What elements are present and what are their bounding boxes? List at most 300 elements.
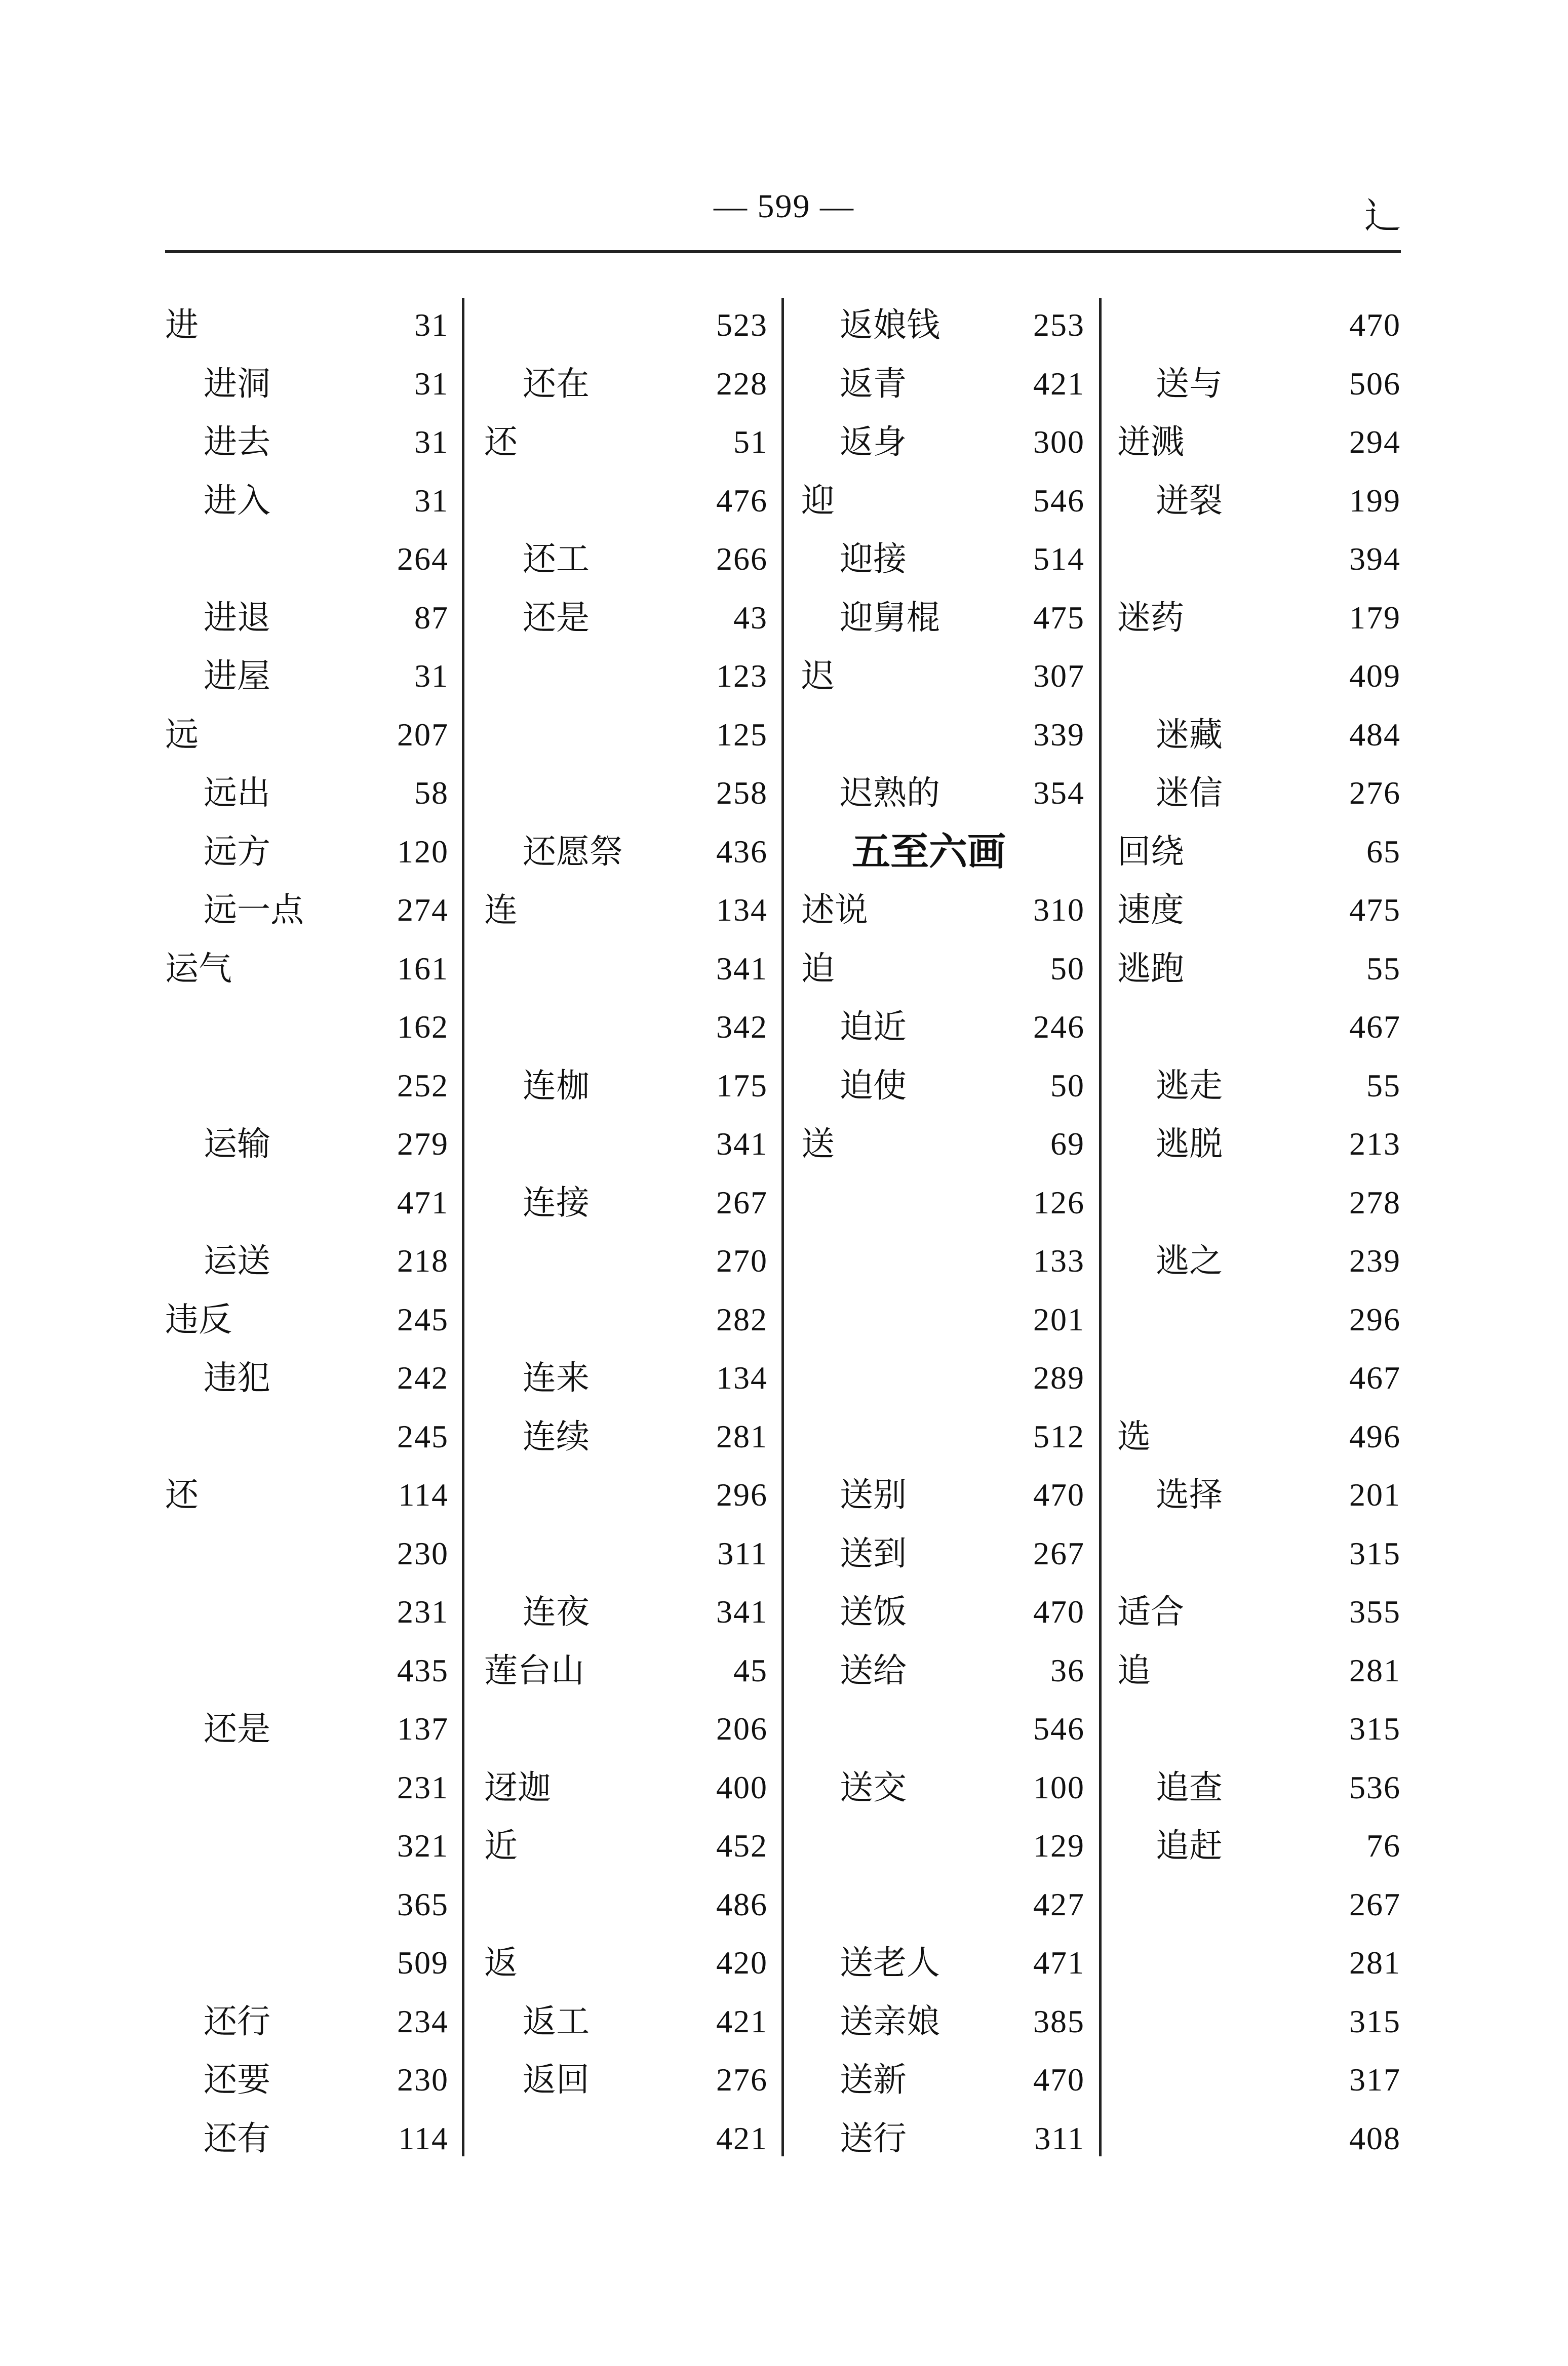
index-entry xyxy=(165,2053,449,2111)
entry-term: 返青 xyxy=(840,364,907,403)
entry-page-number: 276 xyxy=(716,2062,768,2098)
index-entry xyxy=(484,1585,768,1643)
entry-term: 迓迦 xyxy=(484,1767,551,1807)
entry-page-number: 484 xyxy=(1349,716,1401,753)
entry-page-number: 246 xyxy=(1033,1009,1085,1045)
section-heading xyxy=(801,824,1085,883)
entry-term: 近 xyxy=(484,1826,518,1865)
entry-page-number: 76 xyxy=(1366,1828,1401,1864)
entry-page-number: 230 xyxy=(397,1535,449,1571)
entry-term: 送与 xyxy=(1156,364,1223,403)
entry-page-number: 467 xyxy=(1349,1360,1401,1396)
index-entry xyxy=(165,1877,449,1936)
entry-page-number: 267 xyxy=(716,1184,768,1220)
index-entry xyxy=(165,1409,449,1468)
index-entry xyxy=(801,1585,1085,1643)
index-entry xyxy=(801,1819,1085,1877)
entry-term: 返 xyxy=(484,1943,518,1982)
entry-term: 迷信 xyxy=(1156,773,1223,812)
index-entry xyxy=(165,1994,449,2053)
entry-page-number: 354 xyxy=(1033,775,1085,811)
entry-term: 送新 xyxy=(840,2060,907,2099)
entry-page-number: 355 xyxy=(1349,1594,1401,1630)
entry-page-number: 394 xyxy=(1349,541,1401,577)
entry-term: 莲台山 xyxy=(484,1650,584,1690)
index-entry xyxy=(165,824,449,883)
index-entry xyxy=(1117,766,1401,824)
entry-term: 进去 xyxy=(204,422,270,461)
index-entry xyxy=(484,415,768,473)
entry-term: 还 xyxy=(165,1475,199,1514)
entry-page-number: 452 xyxy=(716,1828,768,1864)
entry-page-number: 274 xyxy=(397,892,449,928)
index-entry xyxy=(1117,1058,1401,1117)
index-entry xyxy=(165,298,449,356)
index-entry xyxy=(165,357,449,415)
index-entry xyxy=(801,1994,1085,2053)
entry-term: 送给 xyxy=(840,1650,907,1690)
entry-page-number: 43 xyxy=(733,599,768,636)
entry-page-number: 427 xyxy=(1033,1886,1085,1922)
entry-page-number: 278 xyxy=(1349,1184,1401,1220)
index-entry xyxy=(801,1760,1085,1819)
entry-term: 违反 xyxy=(165,1299,232,1339)
entry-term: 还要 xyxy=(204,2060,270,2099)
column-divider xyxy=(1099,298,1102,2156)
entry-page-number: 311 xyxy=(1034,2120,1085,2156)
entry-term: 选择 xyxy=(1156,1475,1223,1514)
entry-page-number: 506 xyxy=(1349,365,1401,402)
index-entry xyxy=(1117,1526,1401,1585)
entry-page-number: 339 xyxy=(1033,716,1085,753)
section-radical: 辶 xyxy=(1364,194,1401,237)
index-entry xyxy=(801,941,1085,1000)
index-entry xyxy=(1117,1351,1401,1409)
index-entry xyxy=(165,1760,449,1819)
index-entry xyxy=(1117,415,1401,473)
entry-term: 迸裂 xyxy=(1156,481,1223,520)
entry-page-number: 31 xyxy=(414,307,449,343)
entry-term: 远出 xyxy=(204,773,270,812)
entry-page-number: 400 xyxy=(716,1769,768,1805)
entry-page-number: 267 xyxy=(1349,1886,1401,1922)
entry-page-number: 45 xyxy=(733,1652,768,1688)
entry-term: 逃脱 xyxy=(1156,1124,1223,1163)
column-divider xyxy=(781,298,784,2156)
entry-term: 连 xyxy=(484,890,518,929)
entry-page-number: 289 xyxy=(1033,1360,1085,1396)
entry-page-number: 207 xyxy=(397,716,449,753)
index-entry xyxy=(801,357,1085,415)
entry-term: 迫近 xyxy=(840,1007,907,1046)
index-entry xyxy=(801,1234,1085,1292)
entry-page-number: 123 xyxy=(716,658,768,694)
index-entry xyxy=(1117,1760,1401,1819)
entry-term: 迎接 xyxy=(840,539,907,578)
entry-page-number: 100 xyxy=(1033,1769,1085,1805)
index-entry xyxy=(165,474,449,532)
index-entry xyxy=(165,1175,449,1234)
entry-page-number: 365 xyxy=(397,1886,449,1922)
entry-page-number: 201 xyxy=(1033,1301,1085,1337)
entry-term: 连续 xyxy=(523,1416,590,1456)
index-entry xyxy=(1117,298,1401,356)
entry-page-number: 421 xyxy=(716,2003,768,2039)
index-column-2 xyxy=(484,0,768,2366)
entry-term: 进屋 xyxy=(204,656,270,695)
entry-page-number: 134 xyxy=(716,1360,768,1396)
entry-page-number: 213 xyxy=(1349,1126,1401,1162)
index-entry xyxy=(1117,474,1401,532)
index-entry xyxy=(484,298,768,356)
entry-page-number: 475 xyxy=(1349,892,1401,928)
entry-page-number: 230 xyxy=(397,2062,449,2098)
entry-term: 追赶 xyxy=(1156,1826,1223,1865)
entry-page-number: 512 xyxy=(1033,1418,1085,1454)
entry-page-number: 467 xyxy=(1349,1009,1401,1045)
entry-term: 还在 xyxy=(523,364,590,403)
index-entry xyxy=(484,649,768,707)
entry-page-number: 228 xyxy=(716,365,768,402)
index-entry xyxy=(801,2111,1085,2170)
index-entry xyxy=(165,883,449,941)
index-entry xyxy=(165,1058,449,1117)
entry-term: 适合 xyxy=(1117,1592,1184,1631)
index-entry xyxy=(484,707,768,766)
entry-page-number: 321 xyxy=(397,1828,449,1864)
index-entry xyxy=(484,1760,768,1819)
index-entry xyxy=(1117,590,1401,649)
entry-page-number: 509 xyxy=(397,1945,449,1981)
index-entry xyxy=(801,474,1085,532)
entry-term: 违犯 xyxy=(204,1358,270,1397)
index-entry xyxy=(1117,649,1401,707)
entry-page-number: 125 xyxy=(716,716,768,753)
entry-page-number: 311 xyxy=(717,1535,768,1571)
entry-page-number: 310 xyxy=(1033,892,1085,928)
index-entry xyxy=(801,298,1085,356)
entry-term: 速度 xyxy=(1117,890,1184,929)
entry-term: 逃跑 xyxy=(1117,949,1184,988)
index-entry xyxy=(1117,1936,1401,1994)
entry-page-number: 546 xyxy=(1033,482,1085,519)
entry-page-number: 120 xyxy=(397,833,449,870)
entry-page-number: 161 xyxy=(397,950,449,987)
index-entry xyxy=(801,415,1085,473)
index-entry xyxy=(801,883,1085,941)
entry-term: 连枷 xyxy=(523,1066,590,1105)
entry-page-number: 114 xyxy=(398,1477,449,1513)
index-column-4 xyxy=(1117,0,1401,2366)
entry-term: 迫 xyxy=(801,949,835,988)
index-entry xyxy=(801,1000,1085,1058)
index-entry xyxy=(165,941,449,1000)
entry-term: 运气 xyxy=(165,949,232,988)
index-entry xyxy=(484,1702,768,1760)
index-entry xyxy=(165,2111,449,2170)
entry-page-number: 281 xyxy=(1349,1945,1401,1981)
entry-page-number: 421 xyxy=(716,2120,768,2156)
index-entry xyxy=(484,1819,768,1877)
entry-page-number: 69 xyxy=(1050,1126,1085,1162)
index-entry xyxy=(801,1175,1085,1234)
entry-term: 送行 xyxy=(840,2118,907,2158)
entry-term: 进入 xyxy=(204,481,270,520)
index-entry xyxy=(484,1409,768,1468)
entry-term: 还工 xyxy=(523,539,590,578)
entry-term: 远 xyxy=(165,715,199,754)
entry-page-number: 342 xyxy=(716,1009,768,1045)
entry-term: 迸溅 xyxy=(1117,422,1184,461)
index-entry xyxy=(1117,1292,1401,1351)
index-entry xyxy=(484,590,768,649)
entry-page-number: 253 xyxy=(1033,307,1085,343)
entry-term: 逃走 xyxy=(1156,1066,1223,1105)
entry-term: 追查 xyxy=(1156,1767,1223,1807)
entry-page-number: 245 xyxy=(397,1418,449,1454)
entry-term: 进洞 xyxy=(204,364,270,403)
entry-page-number: 341 xyxy=(716,1594,768,1630)
index-entry xyxy=(801,766,1085,824)
index-entry xyxy=(1117,1819,1401,1877)
index-entry xyxy=(1117,1468,1401,1526)
entry-page-number: 436 xyxy=(716,833,768,870)
entry-page-number: 258 xyxy=(716,775,768,811)
entry-page-number: 300 xyxy=(1033,424,1085,460)
entry-term: 远方 xyxy=(204,832,270,871)
entry-term: 迎 xyxy=(801,481,835,520)
index-entry xyxy=(165,766,449,824)
entry-term: 连接 xyxy=(523,1182,590,1222)
entry-term: 连夜 xyxy=(523,1592,590,1631)
entry-page-number: 231 xyxy=(397,1769,449,1805)
entry-page-number: 126 xyxy=(1033,1184,1085,1220)
entry-page-number: 409 xyxy=(1349,658,1401,694)
index-entry xyxy=(1117,1175,1401,1234)
entry-page-number: 133 xyxy=(1033,1243,1085,1279)
index-entry xyxy=(1117,1994,1401,2053)
entry-page-number: 58 xyxy=(414,775,449,811)
entry-page-number: 470 xyxy=(1033,2062,1085,2098)
entry-page-number: 31 xyxy=(414,424,449,460)
index-entry xyxy=(1117,2053,1401,2111)
entry-term: 返娘钱 xyxy=(840,305,940,344)
entry-page-number: 162 xyxy=(397,1009,449,1045)
entry-page-number: 175 xyxy=(716,1067,768,1103)
index-entry xyxy=(165,590,449,649)
entry-page-number: 179 xyxy=(1349,599,1401,636)
index-entry xyxy=(484,1000,768,1058)
entry-page-number: 296 xyxy=(716,1477,768,1513)
index-entry xyxy=(1117,824,1401,883)
entry-page-number: 87 xyxy=(414,599,449,636)
entry-term: 返身 xyxy=(840,422,907,461)
index-entry xyxy=(165,1585,449,1643)
entry-term: 迫使 xyxy=(840,1066,907,1105)
entry-page-number: 270 xyxy=(716,1243,768,1279)
entry-page-number: 435 xyxy=(397,1652,449,1688)
entry-page-number: 279 xyxy=(397,1126,449,1162)
index-entry xyxy=(165,1000,449,1058)
entry-page-number: 245 xyxy=(397,1301,449,1337)
index-entry xyxy=(484,1058,768,1117)
index-entry xyxy=(801,1643,1085,1702)
index-entry xyxy=(165,1819,449,1877)
index-entry xyxy=(484,941,768,1000)
entry-term: 运输 xyxy=(204,1124,270,1163)
index-entry xyxy=(1117,707,1401,766)
entry-term: 送交 xyxy=(840,1767,907,1807)
index-entry xyxy=(484,2111,768,2170)
entry-term: 送到 xyxy=(840,1533,907,1573)
index-entry xyxy=(1117,1643,1401,1702)
entry-page-number: 276 xyxy=(1349,775,1401,811)
index-entry xyxy=(484,1292,768,1351)
index-entry xyxy=(801,1468,1085,1526)
entry-term: 进退 xyxy=(204,598,270,637)
entry-page-number: 239 xyxy=(1349,1243,1401,1279)
index-entry xyxy=(484,1234,768,1292)
index-entry xyxy=(801,1526,1085,1585)
entry-page-number: 476 xyxy=(716,482,768,519)
index-entry xyxy=(165,1351,449,1409)
index-entry xyxy=(1117,357,1401,415)
entry-term: 送老人 xyxy=(840,1943,940,1982)
index-entry xyxy=(801,1702,1085,1760)
entry-term: 还是 xyxy=(204,1709,270,1748)
entry-page-number: 129 xyxy=(1033,1828,1085,1864)
entry-page-number: 408 xyxy=(1349,2120,1401,2156)
index-entry xyxy=(484,532,768,590)
index-entry xyxy=(484,824,768,883)
entry-page-number: 315 xyxy=(1349,1711,1401,1747)
entry-term: 迎舅棍 xyxy=(840,598,940,637)
entry-page-number: 36 xyxy=(1050,1652,1085,1688)
index-entry xyxy=(484,1877,768,1936)
entry-term: 送别 xyxy=(840,1475,907,1514)
entry-page-number: 31 xyxy=(414,482,449,519)
entry-page-number: 134 xyxy=(716,892,768,928)
entry-page-number: 281 xyxy=(716,1418,768,1454)
entry-page-number: 470 xyxy=(1349,307,1401,343)
entry-page-number: 385 xyxy=(1033,2003,1085,2039)
index-entry xyxy=(801,707,1085,766)
entry-page-number: 317 xyxy=(1349,2062,1401,2098)
index-entry xyxy=(1117,1117,1401,1175)
entry-page-number: 475 xyxy=(1033,599,1085,636)
entry-term: 还愿祭 xyxy=(523,832,623,871)
index-entry xyxy=(484,883,768,941)
index-entry xyxy=(801,1936,1085,1994)
index-entry xyxy=(165,707,449,766)
index-entry xyxy=(1117,1877,1401,1936)
entry-term: 五至六画 xyxy=(852,829,1006,874)
entry-page-number: 421 xyxy=(1033,365,1085,402)
index-entry xyxy=(484,1117,768,1175)
index-entry xyxy=(484,1994,768,2053)
index-entry xyxy=(165,1292,449,1351)
entry-page-number: 294 xyxy=(1349,424,1401,460)
entry-page-number: 201 xyxy=(1349,1477,1401,1513)
entry-term: 迟 xyxy=(801,656,835,695)
entry-term: 还是 xyxy=(523,598,590,637)
entry-page-number: 264 xyxy=(397,541,449,577)
entry-page-number: 252 xyxy=(397,1067,449,1103)
index-entry xyxy=(1117,1409,1401,1468)
entry-page-number: 267 xyxy=(1033,1535,1085,1571)
index-entry xyxy=(484,1526,768,1585)
column-divider xyxy=(462,298,464,2156)
entry-page-number: 315 xyxy=(1349,1535,1401,1571)
page-number: — 599 — xyxy=(714,188,854,225)
entry-page-number: 315 xyxy=(1349,2003,1401,2039)
entry-term: 述说 xyxy=(801,890,868,929)
index-entry xyxy=(1117,883,1401,941)
index-entry xyxy=(1117,532,1401,590)
entry-term: 逃之 xyxy=(1156,1241,1223,1280)
entry-term: 送 xyxy=(801,1124,835,1163)
entry-page-number: 51 xyxy=(733,424,768,460)
index-entry xyxy=(484,474,768,532)
entry-page-number: 65 xyxy=(1366,833,1401,870)
entry-page-number: 231 xyxy=(397,1594,449,1630)
entry-page-number: 114 xyxy=(398,2120,449,2156)
entry-page-number: 536 xyxy=(1349,1769,1401,1805)
index-entry xyxy=(165,1468,449,1526)
entry-page-number: 31 xyxy=(414,365,449,402)
entry-page-number: 546 xyxy=(1033,1711,1085,1747)
entry-page-number: 281 xyxy=(1349,1652,1401,1688)
index-entry xyxy=(801,1877,1085,1936)
entry-page-number: 282 xyxy=(716,1301,768,1337)
entry-page-number: 523 xyxy=(716,307,768,343)
entry-term: 追 xyxy=(1117,1650,1151,1690)
entry-page-number: 514 xyxy=(1033,541,1085,577)
entry-page-number: 199 xyxy=(1349,482,1401,519)
entry-page-number: 471 xyxy=(397,1184,449,1220)
index-entry xyxy=(165,1526,449,1585)
index-entry xyxy=(801,1409,1085,1468)
index-entry xyxy=(484,1936,768,1994)
index-entry xyxy=(484,357,768,415)
index-entry xyxy=(801,590,1085,649)
entry-page-number: 496 xyxy=(1349,1418,1401,1454)
index-entry xyxy=(1117,1702,1401,1760)
entry-term: 返工 xyxy=(523,2001,590,2041)
entry-page-number: 55 xyxy=(1366,1067,1401,1103)
entry-term: 运送 xyxy=(204,1241,270,1280)
index-entry xyxy=(801,2053,1085,2111)
entry-page-number: 234 xyxy=(397,2003,449,2039)
index-entry xyxy=(484,1468,768,1526)
entry-page-number: 206 xyxy=(716,1711,768,1747)
index-entry xyxy=(165,1117,449,1175)
index-entry xyxy=(484,766,768,824)
entry-page-number: 471 xyxy=(1033,1945,1085,1981)
entry-term: 还 xyxy=(484,422,518,461)
entry-term: 迷药 xyxy=(1117,598,1184,637)
entry-page-number: 341 xyxy=(716,950,768,987)
entry-page-number: 50 xyxy=(1050,950,1085,987)
entry-page-number: 296 xyxy=(1349,1301,1401,1337)
entry-page-number: 470 xyxy=(1033,1477,1085,1513)
index-entry xyxy=(165,415,449,473)
entry-term: 迷藏 xyxy=(1156,715,1223,754)
index-entry xyxy=(801,1292,1085,1351)
entry-term: 送亲娘 xyxy=(840,2001,940,2041)
entry-term: 送饭 xyxy=(840,1592,907,1631)
index-entry xyxy=(1117,941,1401,1000)
